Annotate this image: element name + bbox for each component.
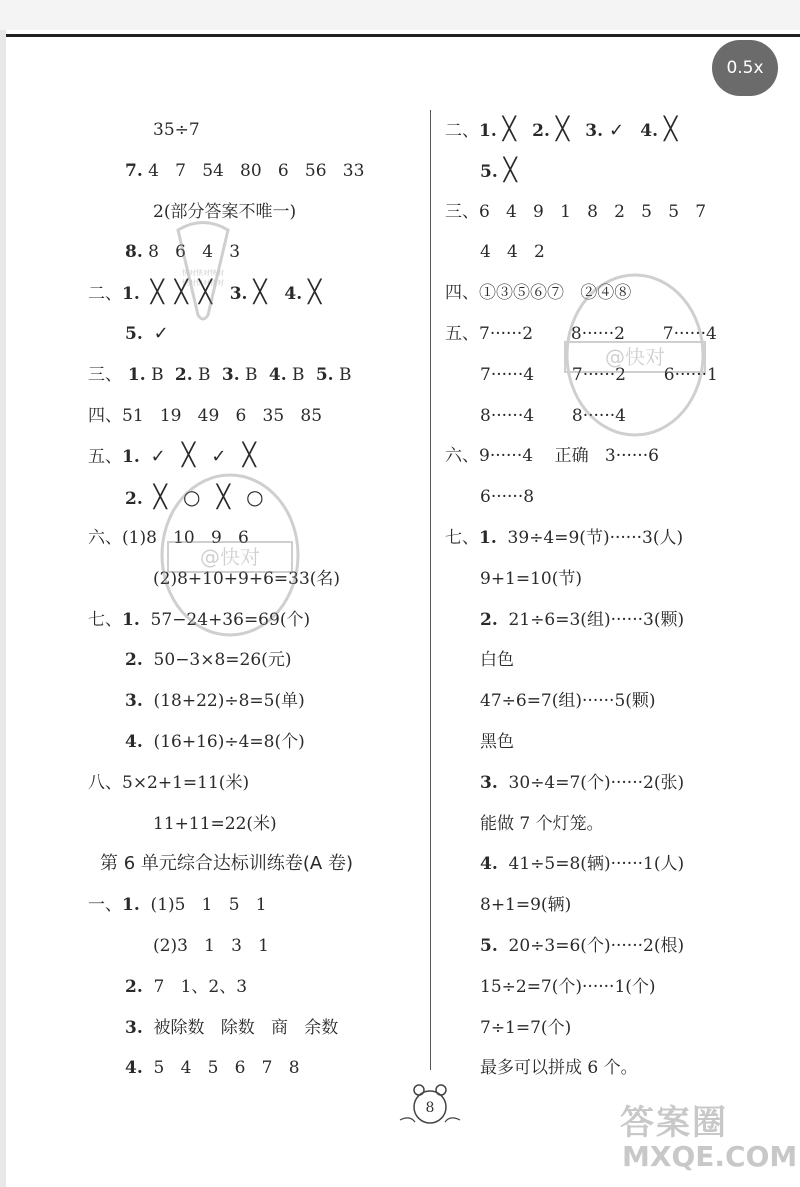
- column-divider: [430, 110, 431, 1070]
- left-line: [125, 322, 169, 346]
- item-number: 7.: [125, 160, 143, 181]
- item-number: 3.: [215, 364, 240, 385]
- answer-text: 9+1=10(节): [480, 568, 583, 589]
- left-line: [88, 444, 256, 469]
- answer-text: 6······8: [480, 487, 535, 508]
- item-number: 1.: [122, 364, 146, 385]
- section-number: 三、: [88, 364, 122, 385]
- answer-text: 57−24+36=69(个): [139, 609, 311, 630]
- item-number: 2.: [125, 976, 143, 997]
- answer-text: 4 4 2: [480, 242, 545, 263]
- item-number: 1.: [122, 609, 140, 630]
- watermark-stamp-left-text: @快对: [200, 545, 260, 569]
- answer-text: (1)8 10 9 6: [122, 528, 249, 548]
- answer-text: B: [333, 364, 357, 385]
- section-number: 七、: [88, 609, 122, 630]
- answer-text: 5 4 5 6 7 8: [142, 1058, 300, 1079]
- item-number: 3.: [125, 691, 143, 712]
- check-mark-icon: ✓: [150, 446, 166, 468]
- answer-text: 7 1、2、3: [142, 976, 248, 997]
- answer-text: 2(部分答案不唯一): [153, 201, 297, 222]
- section-number: 四、: [88, 405, 122, 426]
- answer-text: 黑色: [480, 732, 514, 752]
- answer-text: 30÷4=7(个)······2(张): [497, 772, 685, 793]
- item-number: 8.: [125, 242, 143, 263]
- right-line: [445, 200, 706, 224]
- watermark-carrot: [168, 215, 238, 325]
- right-line: [480, 730, 514, 754]
- left-line: [125, 975, 247, 999]
- page-number: 8: [425, 1100, 435, 1116]
- answer-text: 4 7 54 80 6 56 33: [142, 160, 365, 181]
- circle-mark-icon: ○: [246, 485, 264, 510]
- right-line: [480, 485, 534, 509]
- item-number: 4.: [125, 732, 143, 752]
- viewer-top-bar: [0, 0, 800, 30]
- right-line: [445, 118, 693, 143]
- answer-text: 47÷6=7(组)······5(颗): [480, 691, 656, 712]
- circle-mark-icon: ○: [183, 485, 201, 510]
- spacer: [624, 121, 640, 141]
- spacer: [166, 447, 182, 467]
- spacer: [226, 447, 242, 467]
- answer-text: 9······4 正确 3······6: [479, 446, 659, 467]
- left-line: [88, 404, 322, 428]
- left-line: [125, 1056, 300, 1080]
- spacer: [569, 121, 585, 141]
- left-line: [153, 934, 269, 958]
- watermark-stamp-right: [555, 270, 715, 440]
- answer-text: 6 4 9 1 8 2 5 5 7: [479, 201, 707, 222]
- answer-text: 50−3×8=26(元): [142, 650, 292, 671]
- spacer: [677, 121, 693, 141]
- answer-text: 11+11=22(米): [153, 813, 277, 834]
- left-line: [153, 812, 277, 836]
- item-number: 3.: [480, 772, 498, 793]
- answer-text: B: [286, 364, 310, 385]
- right-line: [480, 648, 514, 672]
- right-line: [480, 1056, 638, 1080]
- left-line: [153, 118, 200, 142]
- page-top-rule: [0, 34, 800, 37]
- cross-mark-icon: ╳: [198, 280, 212, 306]
- item-number: 2.: [125, 650, 143, 671]
- section-number: 六、: [445, 446, 479, 467]
- left-line: [88, 363, 357, 387]
- item-number: 2.: [480, 609, 498, 630]
- answer-text: 被除数 除数 商 余数: [142, 1017, 339, 1038]
- section-number: 二、: [88, 284, 122, 305]
- footer-watermark-url: MXQE.COM: [622, 1140, 798, 1173]
- page-left-edge: [0, 30, 6, 1187]
- spacer: [195, 447, 211, 467]
- watermark-carrot-text-2: 快对快对快对: [182, 279, 224, 287]
- section-number: 八、: [88, 772, 122, 793]
- answer-text: B: [145, 364, 169, 385]
- section-number: 七、: [445, 528, 479, 548]
- answer-text: 39÷4=9(节)······3(人): [496, 528, 684, 548]
- cross-mark-icon: ╳: [242, 443, 256, 469]
- answer-text: (2)3 1 3 1: [153, 936, 269, 956]
- check-mark-icon: ✓: [211, 446, 227, 468]
- right-line: [480, 812, 604, 836]
- item-number: 5.: [480, 936, 498, 956]
- item-number: 3.: [585, 121, 609, 141]
- item-number: 5.: [125, 324, 143, 344]
- left-line: [125, 689, 305, 713]
- spacer: [140, 284, 151, 304]
- cross-mark-icon: ╳: [181, 443, 196, 469]
- cross-mark-icon: ╳: [153, 485, 167, 511]
- answer-text: 15÷2=7(个)······1(个): [480, 976, 656, 997]
- spacer: [143, 324, 154, 344]
- answer-text: 5×2+1=11(米): [122, 772, 250, 793]
- right-line: [480, 852, 684, 876]
- left-line: [88, 771, 249, 795]
- item-number: 2.: [532, 121, 556, 141]
- right-line: [480, 975, 656, 999]
- cross-mark-icon: ╳: [174, 280, 188, 306]
- item-number: 3.: [125, 1017, 143, 1038]
- answer-text: 35÷7: [153, 120, 200, 140]
- item-number: 4.: [125, 1058, 143, 1079]
- answer-text: 21÷6=3(组)······3(颗): [497, 609, 685, 630]
- cross-mark-icon: ╳: [253, 280, 267, 306]
- item-number: 5.: [480, 161, 504, 182]
- section-number: 二、: [445, 121, 479, 141]
- spacer: [517, 162, 533, 182]
- zoom-indicator-button[interactable]: 0.5x: [712, 40, 778, 96]
- watermark-carrot-text-1: 快对快对快对: [182, 269, 224, 277]
- answer-text: 41÷5=8(辆)······1(人): [497, 854, 685, 875]
- right-line: [480, 893, 571, 917]
- right-line: [480, 689, 656, 713]
- item-number: 3.: [211, 284, 254, 305]
- item-number: 1.: [122, 895, 140, 916]
- item-number: 5.: [309, 364, 334, 385]
- left-line: [125, 1016, 338, 1040]
- answer-text: 7÷1=7(个): [480, 1017, 572, 1038]
- item-number: 2.: [168, 364, 193, 385]
- spacer: [516, 121, 532, 141]
- answer-text: 7······2 8······2 7······4: [479, 324, 717, 344]
- spacer: [140, 447, 151, 467]
- left-line: [125, 648, 291, 672]
- answer-text: B: [192, 364, 216, 385]
- item-number: 1.: [122, 284, 140, 305]
- cross-mark-icon: ╳: [216, 485, 230, 511]
- right-line: [480, 771, 684, 795]
- right-line: [480, 567, 582, 591]
- right-line: [480, 608, 684, 632]
- cross-mark-icon: ╳: [663, 117, 678, 142]
- cross-mark-icon: ╳: [150, 280, 164, 306]
- item-number: 1.: [479, 528, 497, 548]
- right-line: [445, 444, 659, 468]
- section-number: 五、: [88, 447, 122, 468]
- right-line: [480, 159, 533, 184]
- check-mark-icon: ✓: [153, 323, 169, 344]
- cross-mark-icon: ╳: [308, 280, 322, 306]
- answer-text: (18+22)÷8=5(单): [142, 691, 305, 712]
- answer-text: 7······4 7······2 6······1: [480, 364, 718, 385]
- answer-text: ①③⑤⑥⑦ ②④⑧: [479, 283, 632, 304]
- item-number: 4.: [640, 121, 664, 141]
- page-number-clock-icon: [395, 1080, 465, 1130]
- answer-text: 能做 7 个灯笼。: [480, 813, 604, 834]
- watermark-stamp-left: [150, 470, 310, 640]
- cross-mark-icon: ╳: [503, 157, 517, 183]
- item-number: 2.: [125, 489, 143, 510]
- item-number: 4.: [262, 364, 287, 385]
- answer-text: 20÷3=6(个)······2(根): [497, 936, 685, 956]
- section-number: 五、: [445, 324, 479, 344]
- section-number: 四、: [445, 283, 479, 304]
- answer-text: (1)5 1 5 1: [139, 895, 267, 916]
- item-number: 1.: [122, 447, 140, 468]
- section-number: 一、: [88, 895, 122, 916]
- left-line: [125, 159, 364, 183]
- watermark-stamp-right-text: @快对: [605, 345, 665, 369]
- right-line: [480, 1016, 571, 1040]
- section-title: 第 6 单元综合达标训练卷(A 卷): [100, 853, 353, 875]
- item-number: 4.: [480, 854, 498, 875]
- answer-text: B: [239, 364, 263, 385]
- check-mark-icon: ✓: [608, 120, 625, 141]
- right-line: [480, 934, 684, 958]
- cross-mark-icon: ╳: [502, 117, 516, 142]
- right-line: [445, 526, 683, 550]
- left-line: [88, 893, 267, 917]
- section-number: 三、: [445, 201, 479, 222]
- answer-text: (16+16)÷4=8(个): [142, 732, 305, 752]
- footer-watermark-logo: 答案圈: [620, 1103, 728, 1143]
- left-line: [125, 730, 305, 754]
- right-line: [480, 240, 545, 264]
- cross-mark-icon: ╳: [555, 117, 570, 142]
- answer-text: 最多可以拼成 6 个。: [480, 1058, 638, 1079]
- answer-text: 白色: [480, 650, 514, 671]
- section-number: 六、: [88, 528, 122, 548]
- answer-text: 8······4 8······4: [480, 405, 626, 426]
- answer-text: (2)8+10+9+6=33(名): [153, 568, 341, 589]
- answer-text: 8 6 4 3: [142, 242, 241, 263]
- left-line: [100, 852, 353, 876]
- answer-text: 51 19 49 6 35 85: [122, 405, 323, 426]
- item-number: 1.: [479, 121, 503, 141]
- answer-text: 8+1=9(辆): [480, 895, 572, 916]
- item-number: 4.: [266, 284, 309, 305]
